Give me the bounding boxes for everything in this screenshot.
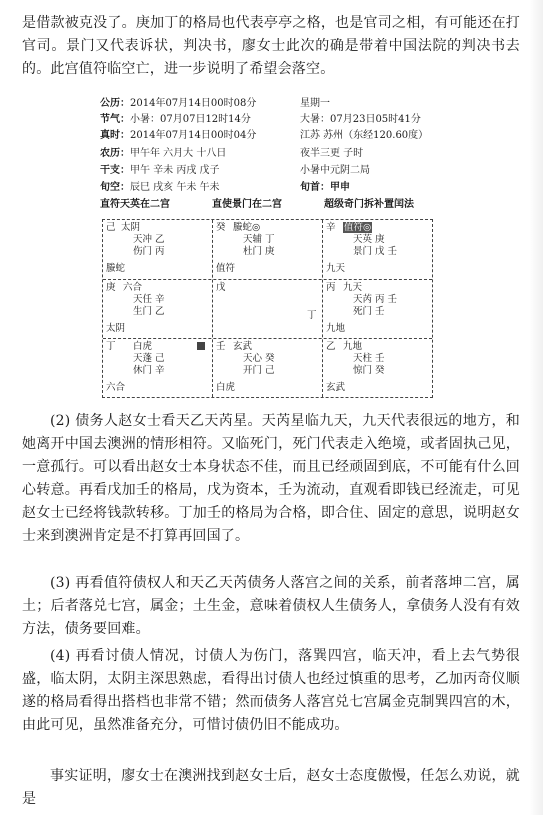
palace-bottom: 六合 xyxy=(106,382,126,393)
palace-xun-4 xyxy=(103,220,212,279)
palace-star: 天任 辛 xyxy=(133,294,165,305)
palace-center-5 xyxy=(213,280,322,339)
palace-stem: 戊 xyxy=(216,282,226,293)
location: 江苏 苏州（东经120.60度） xyxy=(300,130,429,141)
palace-stem: 壬 xyxy=(216,341,226,352)
palace-bottom: 白虎 xyxy=(216,382,236,393)
summary-zhishi: 直使景门在二宫 xyxy=(212,199,282,210)
paragraph-2: (2) 债务人赵女士看天乙天芮星。天芮星临九天，九天代表很远的地方，和她离开中国去澳洲的情形相符。又临死门，死门代表走入绝境，或者固执己见，一意孤行。可以看出赵女士本身状态不佳，而且已经顽固到底，不可能有什么回心转意。再看戊加壬的格局，戊为资本，壬为流动，直观看即钱已经流走，可见赵女士已经将钱款转移。丁加壬的格局为合格，即合住、固定的意思，说明赵女士来到澳洲肯定是不打算再回国了。 xyxy=(22,413,520,544)
palace-god: 九天 xyxy=(343,282,363,293)
palace-bottom: 太阴 xyxy=(106,323,126,334)
palace-star: 天柱 壬 xyxy=(353,353,385,364)
palace-star: 天辅 丁 xyxy=(243,234,275,245)
palace-gen-8 xyxy=(103,339,212,398)
palace-bottom: 九地 xyxy=(326,323,346,334)
paragraph-4: (4) 再看讨债人情况，讨债人为伤门，落巽四宫，临天冲，看上去气势很盛，临太阴，太阴主深思熟虑，看得出讨债人也经过慎重的思考，乙加丙奇仪顺遂的格局看得出搭档也非常不错；然而债务人落宫兑七宫属金克制巽四宫的木，由此可见，虽然准备充分，可惜讨债仍旧不能成功。 xyxy=(22,648,520,733)
palace-god: 玄武 xyxy=(233,341,253,352)
palace-grid xyxy=(102,219,433,398)
palace-god: 太阴 xyxy=(121,222,141,233)
palace-door: 杜门 庚 xyxy=(243,246,275,257)
weekday: 星期一 xyxy=(300,98,330,109)
palace-god: 六合 xyxy=(123,282,143,293)
palace-li-9 xyxy=(213,220,322,279)
palace-star: 天英 庚 xyxy=(353,234,385,245)
ganzhi-label: 干支： xyxy=(100,165,130,176)
palace-door: 死门 壬 xyxy=(353,306,385,317)
xunshou-label: 旬首： xyxy=(300,182,330,193)
palace-door: 开门 己 xyxy=(243,365,275,376)
palace-stem: 庚 xyxy=(106,282,116,293)
xunkong-label: 旬空： xyxy=(100,182,130,193)
palace-stem: 辛 xyxy=(326,222,336,233)
chart-meta xyxy=(100,97,440,232)
palace-bottom: 值符 xyxy=(216,263,236,274)
palace-kun-2 xyxy=(323,220,432,279)
palace-star: 天心 癸 xyxy=(243,353,275,364)
page-edge-shadow xyxy=(529,0,543,815)
summary-method: 超级奇门拆补置闰法 xyxy=(324,199,414,210)
palace-star: 天蓬 己 xyxy=(133,353,165,364)
gongli-value: 2014年07月14日00时08分 xyxy=(130,98,257,109)
palace-kan-1 xyxy=(213,339,322,398)
palace-god: 螣蛇◎ xyxy=(233,222,261,233)
palace-door: 伤门 丙 xyxy=(133,246,165,257)
palace-stem: 丁 xyxy=(106,341,116,352)
palace-stem: 己 xyxy=(106,222,116,233)
jieqi-label: 节气： xyxy=(100,114,130,125)
zhenshi-value: 2014年07月14日00时04分 xyxy=(130,130,257,141)
gongli-label: 公历： xyxy=(100,98,130,109)
palace-door: 惊门 癸 xyxy=(353,365,385,376)
palace-right: 丁 xyxy=(307,310,317,321)
zhenshi-label: 真时： xyxy=(100,130,130,141)
palace-door: 休门 辛 xyxy=(133,365,165,376)
qimen-chart xyxy=(100,97,440,393)
palace-door: 景门 戊 壬 xyxy=(353,246,398,257)
palace-zhen-3 xyxy=(103,280,212,339)
palace-god: 白虎 xyxy=(133,341,153,352)
palace-god: 九地 xyxy=(343,341,363,352)
xunshou-value: 甲申 xyxy=(330,182,350,193)
palace-dui-7 xyxy=(323,280,432,339)
dashu: 大暑：07月23日05时41分 xyxy=(300,114,421,125)
palace-star: 天冲 乙 xyxy=(133,234,165,245)
palace-door: 生门 乙 xyxy=(133,306,165,317)
palace-bottom: 螣蛇 xyxy=(106,263,126,274)
palace-star: 天芮 丙 壬 xyxy=(353,294,398,305)
jieqi-value: 小暑：07月07日12时14分 xyxy=(130,114,251,125)
horse-mark-icon xyxy=(197,342,205,350)
palace-stem: 癸 xyxy=(216,222,226,233)
palace-bottom: 九天 xyxy=(326,263,346,274)
palace-stem: 丙 xyxy=(326,282,336,293)
xunkong-value: 辰巳 戌亥 午未 午未 xyxy=(130,182,220,193)
night-time: 夜半三更 子时 xyxy=(300,148,364,159)
paragraph-5: 事实证明，廖女士在澳洲找到赵女士后，赵女士态度傲慢，任怎么劝说，就是 xyxy=(22,768,520,807)
top-paragraph: 是借款被克没了。庚加丁的格局也代表亭亭之格，也是官司之相，有可能还在打官司。景门又代表诉状，判决书，廖女士此次的确是带着中国法院的判决书去的。此宫值符临空亡，进一步说明了希望会落空。 xyxy=(22,15,520,77)
summary-zhifu: 直符天英在二宫 xyxy=(100,199,170,210)
nongli-label: 农历： xyxy=(100,148,130,159)
nongli-value: 甲午年 六月大 十八日 xyxy=(130,148,227,159)
palace-stem: 乙 xyxy=(326,341,336,352)
ganzhi-value: 甲午 辛未 丙戌 戊子 xyxy=(130,165,220,176)
paragraph-3: (3) 再看值符债权人和天乙天芮债务人落宫之间的关系，前者落坤二宫，属土；后者落兑七宫，属金；土生金，意味着债权人生债务人，拿债务人没有有效方法，债务要回难。 xyxy=(22,575,520,637)
ju: 小暑中元阴二局 xyxy=(300,165,370,176)
palace-bottom: 玄武 xyxy=(326,382,346,393)
palace-qian-6 xyxy=(323,339,432,398)
palace-god: 值符◎ xyxy=(344,222,372,233)
